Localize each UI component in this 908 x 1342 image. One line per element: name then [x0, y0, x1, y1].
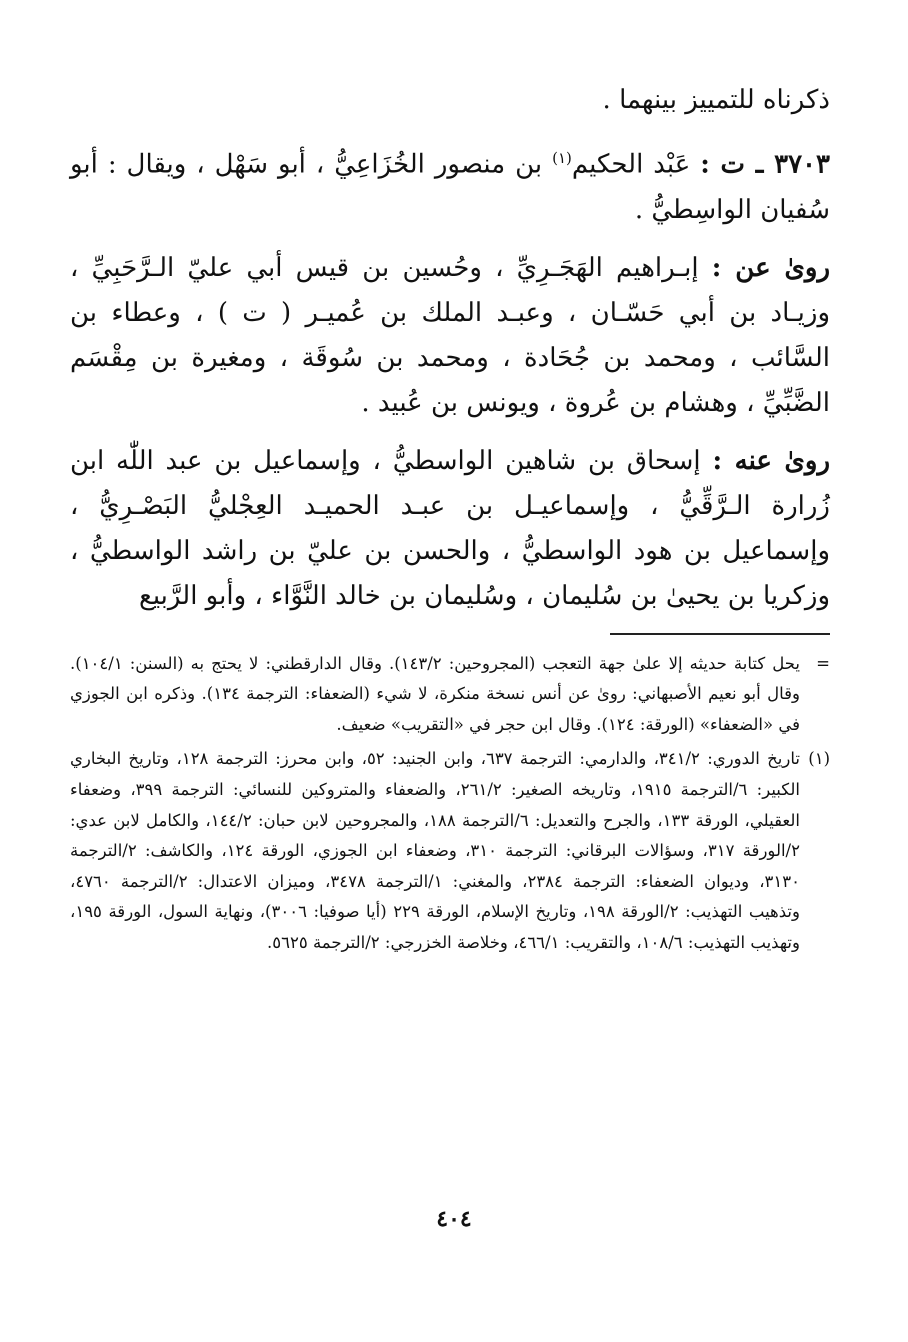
- narrated-by-paragraph: [70, 439, 830, 619]
- footnote-separator: [70, 619, 830, 649]
- narrated-from-text: إبـراهيم الهَجَـرِيِّ ، وحُسين بن قيس أبي عليّ الـرَّحَبِيِّ ، وزيـاد بن أبي حَسّـان ، وعبـد الملك بن عُميـر ( ت ) ، وعطاء بن السَّائب ، ومحمد بن جُحَادة ، ومحمد بن سُوقَة ، ومغيرة بن مِقْسَم الضَّبِّيِّ ، وهشام بن عُروة ، ويونس بن عُبيد .: [70, 252, 830, 418]
- footnotes: [70, 649, 830, 959]
- page-number: ٤٠٤: [436, 1206, 472, 1232]
- footnote-mark: =: [816, 653, 830, 673]
- entry-name-continued: بن منصور الخُزَاعِيُّ ، أبو سَهْل ، ويقال : أبو سُفيان الواسِطيُّ .: [70, 149, 830, 225]
- footnote-text: تاريخ الدوري: ٣٤١/٢، والدارمي: الترجمة ٦٣٧، وابن الجنيد: ٥٢، وابن محرز: الترجمة ١٢٨، وتاريخ البخاري الكبير: ٦/الترجمة ١٩١٥، وتاريخه الصغير: ٢٦١/٢، والضعفاء والمتروكين للنسائي: الترجمة ٣٩٩، وضعفاء العقيلي، الورقة ١٣٣، والجرح والتعديل: ٦/الترجمة ١٨٨، والمجروحين لابن حبان: ١٤٤/٢، والكامل لابن عدي: ٢/الورقة ٣١٧، وسؤالات البرقاني: الترجمة ٣١٠، وضعفاء ابن الجوزي، الورقة ١٢٤، والكاشف: ٢/الترجمة ٣١٣٠، وديوان الضعفاء: الترجمة ٢٣٨٤، والمغني: ١/الترجمة ٣٤٧٨، وميزان الاعتدال: ٢/الترجمة ٤٧٦٠، وتذهيب التهذيب: ٢/الورقة ١٩٨، وتاريخ الإسلام، الورقة ٢٢٩ (أيا صوفيا: ٣٠٠٦)، ونهاية السول، الورقة ١٩٥، وتهذيب التهذيب: ١٠٨/٦، والتقريب: ٤٦٦/١، وخلاصة الخزرجي: ٢/الترجمة ٥٦٢٥.: [70, 749, 800, 952]
- page-content: [70, 78, 830, 959]
- entry-number: ٣٧٠٣ ـ ت :: [700, 149, 830, 180]
- narrated-from-label: روىٰ عن :: [711, 252, 831, 283]
- footnote-mark: (١): [808, 749, 830, 769]
- main-text: [70, 78, 830, 619]
- footnote-text: يحل كتابة حديثه إلا علىٰ جهة التعجب (المجروحين: ١٤٣/٢). وقال الدارقطني: لا يحتج به (السنن: ١٠٤/١). وقال أبو نعيم الأصبهاني: روىٰ عن أنس نسخة منكرة، لا شيء (الضعفاء: الترجمة ١٣٤). وذكره ابن الجوزي في «الضعفاء» (الورقة: ١٢٤). وقال ابن حجر في «التقريب» ضعيف.: [70, 653, 801, 734]
- narrated-from-paragraph: [70, 246, 830, 426]
- footnote-1: [70, 744, 830, 958]
- narrated-by-text: إسحاق بن شاهين الواسطيُّ ، وإسماعيل بن عبد اللّٰه ابن زُرارة الـرَّقِّيُّ ، وإسماعيـل بن عبـد الحميـد العِجْليُّ البَصْـرِيُّ ، وإسماعيل بن هود الواسطيُّ ، والحسن بن عليّ بن راشد الواسطيُّ ، وزكريا بن يحيىٰ بن سُليمان ، وسُليمان بن خالد النَّوَّاء ، وأبو الرَّبيع: [70, 445, 830, 611]
- entry-name: عَبْد الحكيم: [571, 149, 691, 180]
- footnote-rule: [610, 633, 830, 635]
- narrated-by-label: روىٰ عنه :: [712, 445, 830, 476]
- footnote-reference: (١): [552, 149, 572, 167]
- biography-entry: [70, 136, 830, 233]
- continuation-line: ذكرناه للتمييز بينهما .: [602, 85, 830, 115]
- footnote-continued: [70, 649, 830, 741]
